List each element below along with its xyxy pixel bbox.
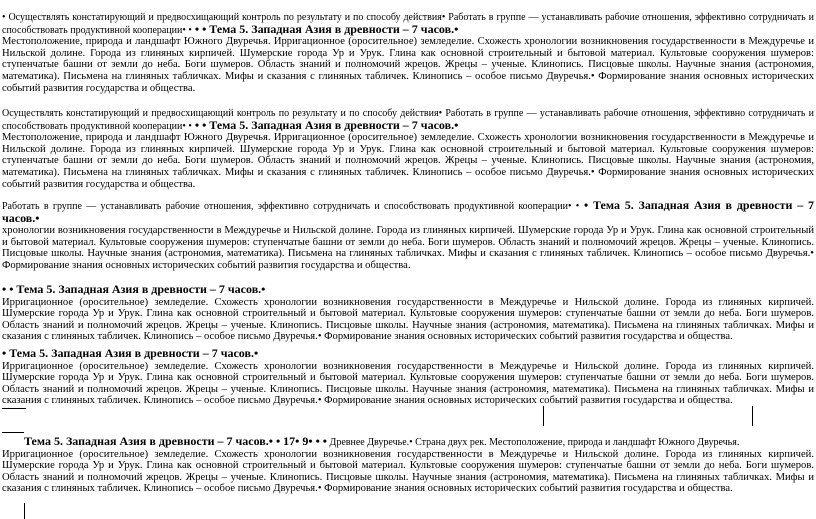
table-border <box>24 503 25 519</box>
topic-title: • Тема 5. Западная Азия в древности – 7 часов.• <box>2 198 814 225</box>
competency-text: • Осуществлять констатирующий и предвосхищающий контроль по результату и по способу действия• Работать в группе — устанавливать рабочие отношения, эффективно сотрудничать и способствовать продуктивной кооперации• • <box>2 12 814 36</box>
section-block-3 <box>2 200 814 272</box>
topic-title: • • Тема 5. Западная Азия в древности – 7 часов.• <box>2 282 266 296</box>
section-block-1 <box>2 12 814 94</box>
topic-body: Ирригационное (оросительное) земледелие. Схожесть хронологии возникновения государственности в Междуречье и Нильской долине. Города из глиняных кирпичей. Шумерские города Ур и Урук. Глина как основной строительный и бытовой материал. Культовые сооружения шумеров: ступенчатые башни от земли до неба. Боги шумеров. Область знаний и полномочий жрецов. Жрецы – ученые. Клинопись. Писцовые школы. Научные знания (астрономия, математика). Письмена на глиняных табличках. Мифы и сказания с глиняных табличек. Клинопись – особое письмо Двуречья.• Формирование знания основных исторических событий развития государства и общества. <box>2 360 814 407</box>
section-block-4 <box>2 284 814 343</box>
topic-body: хронологии возникновения государственности в Междуречье и Нильской долине. Города из глиняных кирпичей. Шумерские города Ур и Урук. Глина как основной строительный и бытовой материал. Культовые сооружения шумеров: ступенчатые башни от земли до неба. Боги шумеров. Область знаний и полномочий жрецов. Жрецы – ученые. Клинопись. Писцовые школы. Научные знания (астрономия, математика). Письмена на глиняных табличках. Мифы и сказания с глиняных табличек. Клинопись – особое письмо Двуречья.• Формирование знания основных исторических событий развития государства и общества. <box>2 225 814 271</box>
table-border <box>752 406 753 426</box>
topic-title: • • Тема 5. Западная Азия в древности – 7 часов.• <box>191 117 459 132</box>
lesson-intro: Древнее Двуречье.• Страна двух рек. Местоположение, природа и ландшафт Южного Двуречья. <box>327 437 740 448</box>
topic-body: Ирригационное (оросительное) земледелие. Схожесть хронологии возникновения государственности в Междуречье и Нильской долине. Города из глиняных кирпичей. Шумерские города Ур и Урук. Глина как основной строительный и бытовой материал. Культовые сооружения шумеров: ступенчатые башни от земли до неба. Боги шумеров. Область знаний и полномочий жрецов. Жрецы – ученые. Клинопись. Писцовые школы. Научные знания (астрономия, математика). Письмена на глиняных табличках. Мифы и сказания с глиняных табличек. Клинопись – особое письмо Двуречья.• Формирование знания основных исторических событий развития государства и общества. <box>2 296 814 343</box>
topic-title: • • Тема 5. Западная Азия в древности – 7 часов.• <box>191 21 459 36</box>
competency-text: Осуществлять констатирующий и предвосхищающий контроль по результату и по способу действия• Работать в группе — устанавливать рабочие отношения, эффективно сотрудничать и способствовать продуктивной кооперации• • <box>2 108 814 132</box>
section-block-6 <box>2 436 814 495</box>
topic-body: Ирригационное (оросительное) земледелие. Схожесть хронологии возникновения государственности в Междуречье и Нильской долине. Города из глиняных кирпичей. Шумерские города Ур и Урук. Глина как основной строительный и бытовой материал. Культовые сооружения шумеров: ступенчатые башни от земли до неба. Боги шумеров. Область знаний и полномочий жрецов. Жрецы – ученые. Клинопись. Писцовые школы. Научные знания (астрономия, математика). Письмена на глиняных табличках. Мифы и сказания с глиняных табличек. Клинопись – особое письмо Двуречья.• Формирование знания основных исторических событий развития государства и общества. <box>2 448 814 495</box>
topic-title: Тема 5. Западная Азия в древности – 7 часов.• • 17• 9• • • <box>24 434 327 448</box>
underline-rule <box>2 408 26 409</box>
section-block-2 <box>2 108 814 190</box>
section-block-5 <box>2 348 814 407</box>
topic-body: Местоположение, природа и ландшафт Южного Двуречья. Ирригационное (оросительное) земледелие. Схожесть хронологии возникновения государственности в Междуречье и Нильской долине. Города из глиняных кирпичей. Шумерские города Ур и Урук. Глина как основной строительный и бытовой материал. Культовые сооружения шумеров: ступенчатые башни от земли до неба. Боги шумеров. Область знаний и полномочий жрецов. Жрецы – ученые. Клинопись. Писцовые школы. Научные знания (астрономия, математика). Письмена на глиняных табличках. Мифы и сказания с глиняных табличек. Клинопись – особое письмо Двуречья.• Формирование знания основных исторических событий развития государства и общества. <box>2 36 814 94</box>
competency-text: Работать в группе — устанавливать рабочие отношения, эффективно сотрудничать и способствовать продуктивной кооперации• • <box>2 201 580 212</box>
topic-title: • Тема 5. Западная Азия в древности – 7 часов.• <box>2 346 259 360</box>
underline-rule <box>2 432 24 433</box>
topic-body: Местоположение, природа и ландшафт Южного Двуречья. Ирригационное (оросительное) земледелие. Схожесть хронологии возникновения государственности в Междуречье и Нильской долине. Города из глиняных кирпичей. Шумерские города Ур и Урук. Глина как основной строительный и бытовой материал. Культовые сооружения шумеров: ступенчатые башни от земли до неба. Боги шумеров. Область знаний и полномочий жрецов. Жрецы – ученые. Клинопись. Писцовые школы. Научные знания (астрономия, математика). Письмена на глиняных табличках. Мифы и сказания с глиняных табличек. Клинопись – особое письмо Двуречья.• Формирование знания основных исторических событий развития государства и общества. <box>2 132 814 190</box>
table-border <box>543 406 544 426</box>
